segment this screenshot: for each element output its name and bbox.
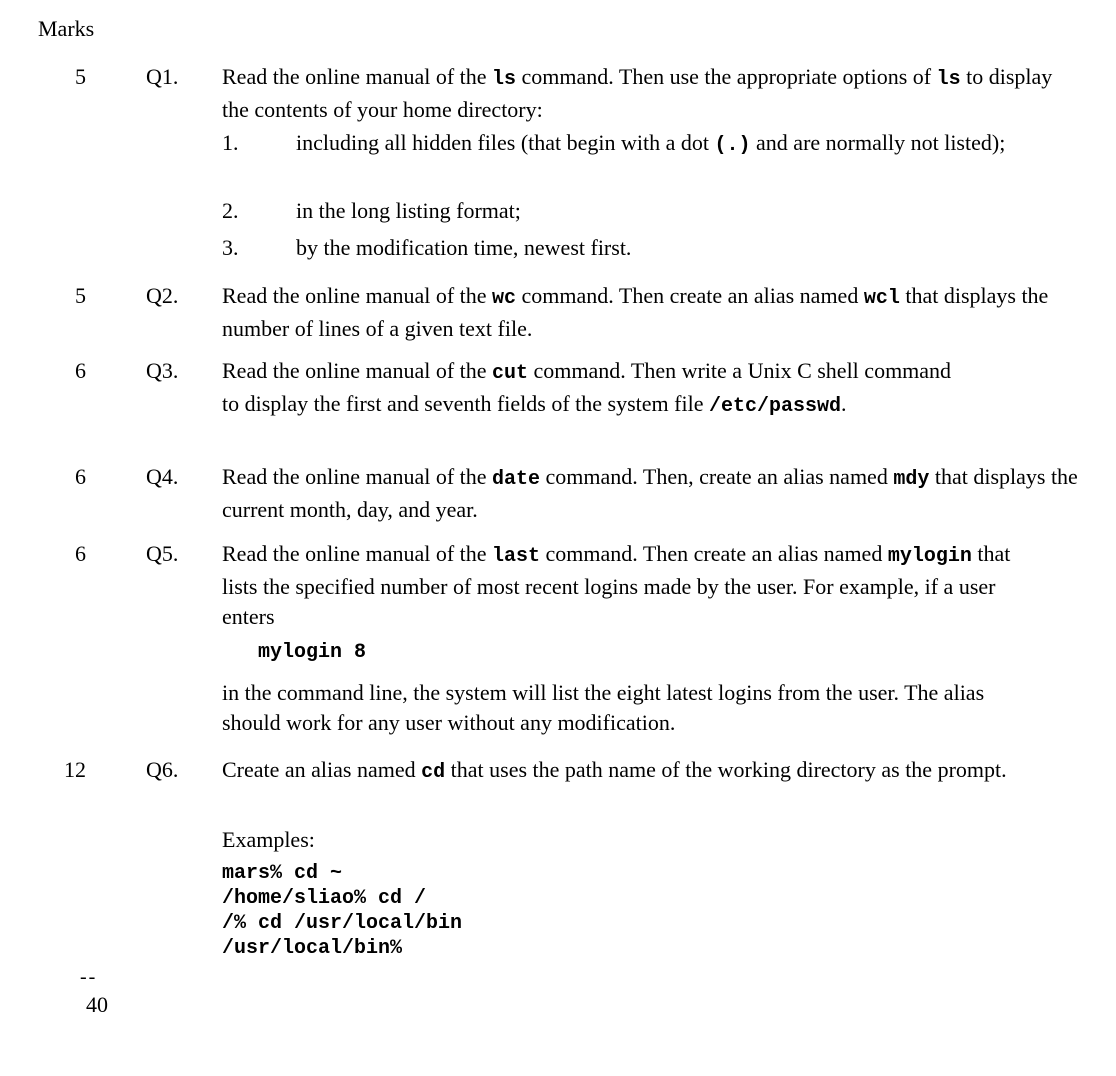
q1-sub-1-text: including all hidden files (that begin with a dot (.) and are normally not listed); [296,130,1006,157]
q4-number: Q4. [146,464,179,489]
q1-sub-1-number: 1. [222,130,239,155]
q6-examples-label: Examples: [222,827,315,852]
q1-sub-3-number: 3. [222,235,239,260]
q6-text: Create an alias named cd that uses the path name of the working directory as the prompt. [222,757,1007,784]
total-separator: -- [80,966,98,988]
q6-code-examples [222,861,462,961]
q4-code-mdy: mdy [893,468,930,491]
marks-header: Marks [38,16,95,41]
q2-code-wc: wc [492,287,517,310]
q1-sub-2-number: 2. [222,198,239,223]
q4-code-date: date [492,468,541,491]
q2-code-wcl: wcl [863,287,900,310]
q5-code-last: last [492,545,541,568]
q3-text: Read the online manual of the cut command. Then write a Unix C shell command to display the first and seventh fields of the system file /etc/passwd. [222,358,952,418]
q1-sub-2-text: in the long listing format; [296,198,521,223]
q5-number: Q5. [146,541,179,566]
q4-text: Read the online manual of the date command. Then, create an alias named mdy that displays the current month, day, and year. [222,464,1078,522]
q3-code-cut: cut [492,362,529,385]
q3-number: Q3. [146,358,179,383]
q6-marks: 12 [64,757,86,782]
q2-number: Q2. [146,283,179,308]
q3-code-passwd: /etc/passwd [708,395,841,418]
code-line: mars% cd ~ [222,862,343,885]
q2-text: Read the online manual of the wc command. Then create an alias named wcl that displays the number of lines of a given text file. [222,283,1049,341]
q1-text: Read the online manual of the ls command. Then use the appropriate options of ls to display the contents of your home directory: [222,64,1053,122]
q1-code-ls: ls [492,68,517,91]
q2-marks: 5 [75,283,86,308]
q1-code-ls-2: ls [936,68,961,91]
q1-sub-3-text: by the modification time, newest first. [296,235,632,260]
q5-example-code: mylogin 8 [258,641,367,664]
q5-code-mylogin: mylogin [887,545,972,568]
q6-code-cd: cd [421,761,446,784]
q3-marks: 6 [75,358,86,383]
q6-number: Q6. [146,757,179,782]
total-marks: 40 [86,992,108,1017]
q5-marks: 6 [75,541,86,566]
code-line: /% cd /usr/local/bin [222,912,463,935]
q5-text-continued: in the command line, the system will list the eight latest logins from the user. The alias should work for any user without any modification. [222,680,985,735]
q4-marks: 6 [75,464,86,489]
q1-number: Q1. [146,64,179,89]
code-line: /usr/local/bin% [222,937,403,960]
q1-marks: 5 [75,64,86,89]
q1-sub-1-code: (.) [714,134,751,157]
code-line: /home/sliao% cd / [222,887,427,910]
q5-text: Read the online manual of the last command. Then create an alias named mylogin that lists the specified number of most recent logins made by the user. For example, if a user enters [222,541,1011,629]
